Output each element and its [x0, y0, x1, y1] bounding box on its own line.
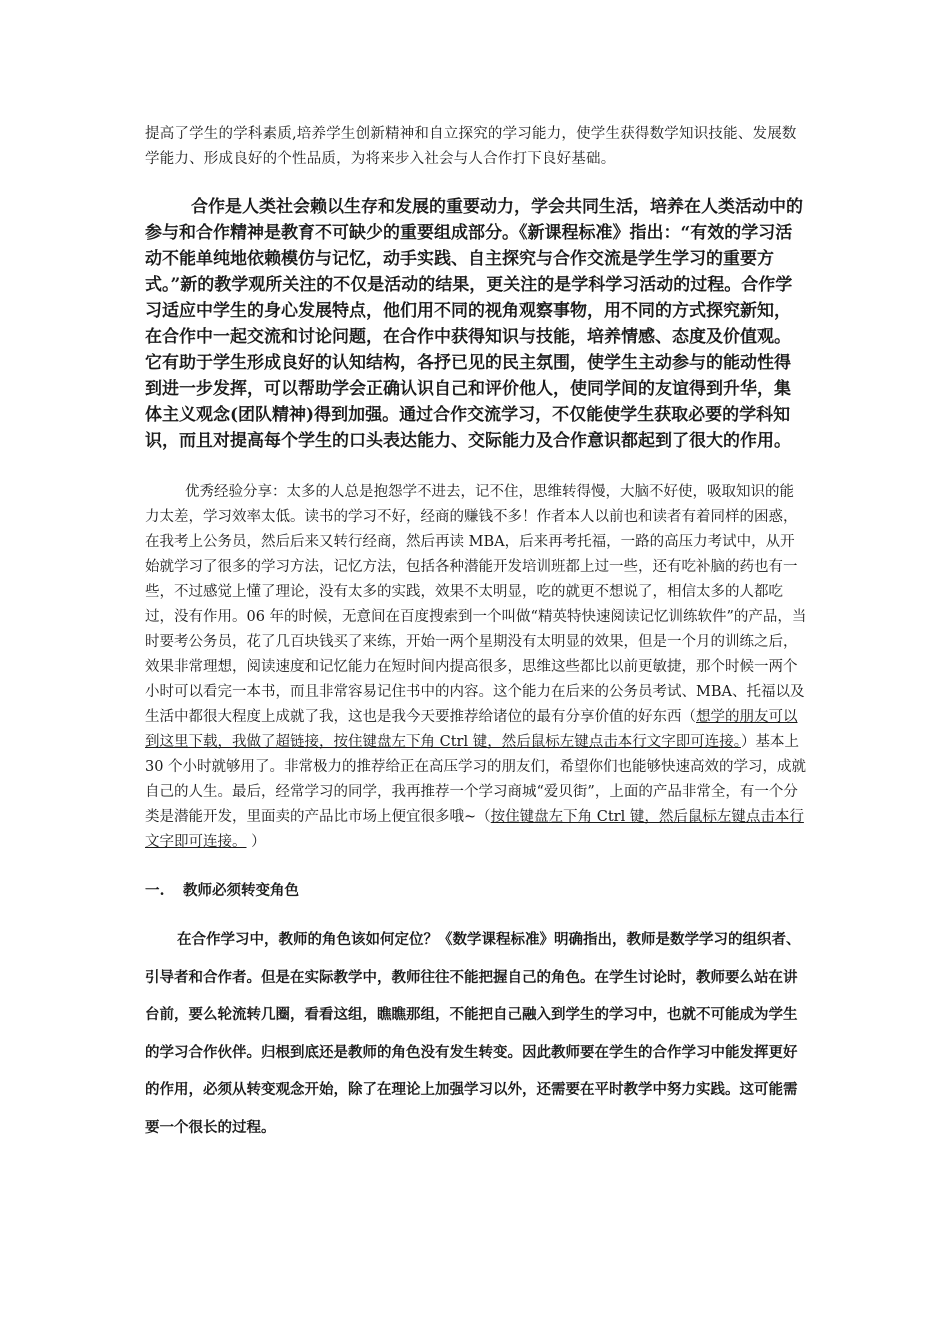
experience-paragraph [145, 480, 807, 855]
section-heading [145, 877, 807, 905]
teacher-role-paragraph: 在合作学习中，教师的角色该如何定位？《数学课程标准》明确指出，教师是数学学习的组织者、引导者和合作者。但是在实际教学中，教师往往不能把握自己的角色。在学生讨论时，教师要么站在讲台前，要么轮流转几圈，看看这组，瞧瞧那组，不能把自己融入到学生的学习中，也就不可能成为学生的学习合作伙伴。归根到底还是教师的角色没有发生转变。因此教师要在学生的合作学习中能发挥更好的作用，必须从转变观念开始，除了在理论上加强学习以外，还需要在平时教学中努力实践。这可能需要一个很长的过程。 [145, 931, 801, 1136]
cooperation-paragraph: 合作是人类社会赖以生存和发展的重要动力，学会共同生活，培养在人类活动中的参与和合作精神是教育不可缺少的重要组成部分。《新课程标准》指出：“有效的学习活动不能单纯地依赖模仿与记忆，动手实践、自主探究与合作交流是学生学习的重要方式。”新的教学观所关注的不仅是活动的结果，更关注的是学科学习活动的过程。合作学习适应中学生的身心发展特点，他们用不同的视角观察事物，用不同的方式探究新知，在合作中一起交流和讨论问题，在合作中获得知识与技能，培养情感、态度及价值观。它有助于学生形成良好的认知结构，各抒已见的民主氛围，使学生主动参与的能动性得到进一步发挥，可以帮助学会正确认识自己和评价他人，使同学间的友谊得到升华，集体主义观念(团队精神)得到加强。通过合作交流学习，不仅能使学生获取必要的学科知识，而且对提高每个学生的口头表达能力、交际能力及合作意识都起到了很大的作用。 [145, 197, 803, 451]
experience-text-1: 优秀经验分享：太多的人总是抱怨学不进去，记不住，思维转得慢，大脑不好使，吸取知识的能力太差，学习效率太低。读书的学习不好，经商的赚钱不多！作者本人以前也和读者有着同样的困惑，在我考上公务员，然后后来又转行经商，然后再读 MBA，后来再考托福，一路的高压力考试中，从开始就学习了很多的学习方法，记忆方法，包括各种潜能开发培训班都上过一些，还有吃补脑的药也有一些，不过感觉上懂了理论，没有太多的实践，效果不太明显，吃的就更不想说了，相信太多的人都吃过，没有作用。06 年的时候，无意间在百度搜索到一个叫做“精英特快速阅读记忆训练软件”的产品，当时要考公务员，花了几百块钱买了来练，开始一两个星期没有太明显的效果，但是一个月的训练之后，效果非常理想，阅读速度和记忆能力在短时间内提高很多，思维这些都比以前更敏捷，那个时候一两个小时可以看完一本书，而且非常容易记住书中的内容。这个能力在后来的公务员考试、MBA、托福以及生活中都很大程度上成就了我，这也是我今天要推荐给诸位的最有分享价值的好东西（ [145, 484, 807, 725]
experience-text-2: ）基本上 30 个小时就够用了。非常极力的推荐给正在高压学习的朋友们，希望你们也能够快速高效的学习，成就自己的人生。最后，经常学习的同学，我再推荐一个学习商城“爱贝街”，上面的产品非常全，有一个分类是潜能开发，里面卖的产品比市场上便宜很多哦~（ [145, 734, 807, 825]
section-title: 教师必须转变角色 [183, 882, 299, 899]
intro-paragraph: 提高了学生的学科素质,培养学生创新精神和自立探究的学习能力，使学生获得数学知识技能、发展数学能力、形成良好的个性品质，为将来步入社会与人合作打下良好基础。 [145, 126, 797, 167]
store-link[interactable]: 按住键盘左下角 Ctrl 键，然后鼠标左键点击本行文字即可连接。 [145, 809, 804, 850]
experience-text-3: ） [246, 834, 266, 850]
document-page [145, 122, 807, 1146]
download-link[interactable]: 想学的朋友可以到这里下载，我做了超链接，按住键盘左下角 Ctrl 键，然后鼠标左键点击本行文字即可连接。 [145, 709, 798, 750]
section-number: 一. [145, 882, 165, 899]
